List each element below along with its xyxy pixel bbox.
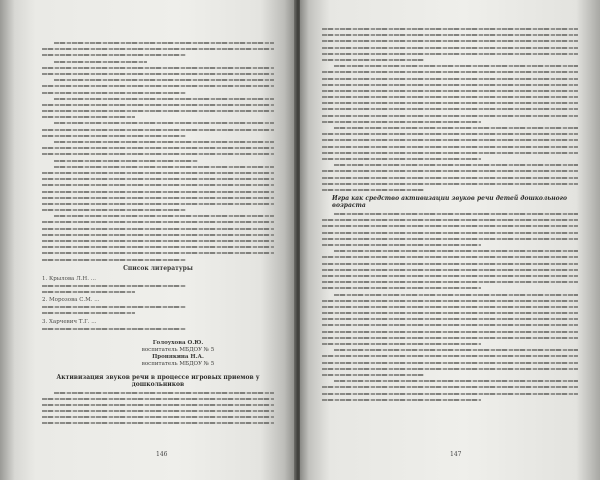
author-name-1: Голоухова О.Ю. — [152, 339, 204, 346]
references-heading: Список литературы — [123, 264, 193, 272]
left-page-number: 146 — [156, 451, 168, 458]
section-heading: Игра как средство активизации звуков речи детей дошкольного возраста — [332, 195, 567, 210]
reference-item-3: 3. Харчевич Т.Г. ... — [42, 318, 97, 325]
left-page — [0, 0, 296, 480]
article-title: Активизация звуков речи в процессе игровых приемов у дошкольников — [56, 373, 260, 388]
author-name-2: Пронякина Н.А. — [152, 353, 204, 360]
right-page-body-text-2 — [322, 213, 578, 401]
right-page-body-text — [322, 28, 578, 191]
right-page — [300, 0, 600, 480]
author-role-2: воспитатель МБДОУ № 5 — [141, 360, 215, 367]
left-page-body-text — [42, 42, 274, 261]
reference-item-2: 2. Морозова С.М. ... — [42, 297, 100, 304]
author-block — [82, 340, 274, 368]
author-role-1: воспитатель МБДОУ № 5 — [141, 346, 215, 353]
article-intro-text — [42, 392, 274, 425]
reference-item-1: 1. Крылова Л.Н. ... — [42, 275, 96, 282]
right-page-number: 147 — [450, 451, 462, 458]
